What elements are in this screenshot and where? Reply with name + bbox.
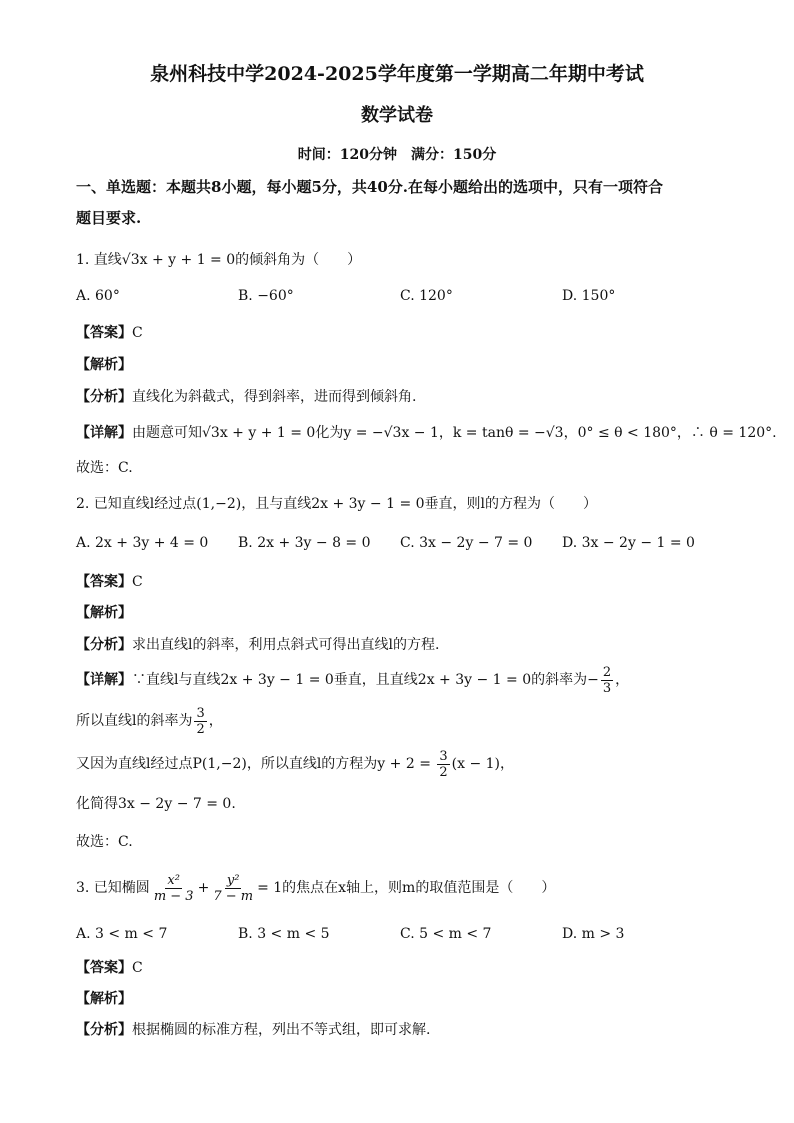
fraction-numerator: 3 [196,705,205,721]
fraction [437,749,449,780]
fenxi-text: 直线化为斜截式，得到斜率，进而得到倾斜角. [132,389,417,405]
q1-option-d: D. 150° [562,288,616,304]
fraction [211,873,255,904]
q1-choose: 故选：C. [76,460,133,476]
fraction-numerator: x² [167,872,180,888]
section-heading-line1: 一、单选题：本题共8小题，每小题5分，共40分.在每小题给出的选项中，只有一项符合 [76,178,663,196]
fenxi-tag: 【分析】 [76,1022,132,1038]
fraction-denominator: 7 − m [213,888,254,904]
fraction [601,665,613,696]
exam-subtitle: 数学试卷 [361,105,433,126]
q2-option-a: A. 2x + 3y + 4 = 0 [76,535,209,551]
analysis-tag: 【解析】 [76,991,132,1007]
fraction-denominator: m − 3 [153,888,194,904]
q1-fenxi [76,387,734,407]
xiangjie-text: 由题意可知√3x + y + 1 = 0化为y = −√3x − 1，k = tanθ = −√3，0° ≤ θ < 180°，∴ θ = 120°. [132,425,777,441]
fenxi-text: 根据椭圆的标准方程，列出不等式组，即可求解. [132,1022,431,1038]
q1-xiangjie [76,423,777,443]
q3-option-b: B. 3 < m < 5 [238,926,330,942]
q1-option-b: B. −60° [238,288,294,304]
fraction [194,706,206,737]
answer-value: C [132,325,143,341]
fenxi-tag: 【分析】 [76,637,132,653]
q1-answer [76,323,734,343]
xiangjie-tag: 【详解】 [76,425,132,441]
analysis-tag: 【解析】 [76,357,132,373]
q2-option-c: C. 3x − 2y − 7 = 0 [400,535,533,551]
q3-analysis-tag [76,989,734,1009]
fraction-denominator: 3 [602,680,612,696]
q3-fenxi [76,1020,734,1040]
q2-option-d: D. 3x − 2y − 1 = 0 [562,535,695,551]
q1-analysis-tag [76,355,734,375]
fraction-numerator: y² [226,872,240,888]
slope-text: 所以直线l的斜率为 [76,713,193,729]
slope-tail: ， [208,713,223,729]
q3-stem-text: 3. 已知椭圆 [76,880,150,896]
fraction-numerator: 3 [439,748,448,764]
q3-option-d: D. m > 3 [562,926,625,942]
fraction-numerator: 2 [602,664,612,680]
answer-tag: 【答案】 [76,574,132,590]
q2-analysis-tag [76,603,734,623]
fraction [152,873,196,904]
q2-answer [76,572,734,592]
q2-stem: 2. 已知直线l经过点(1,−2)，且与直线2x + 3y − 1 = 0垂直，则l的方程为（ ） [76,496,598,512]
answer-value: C [132,574,143,590]
fraction-denominator: 2 [439,764,448,780]
q1-option-c: C. 120° [400,288,453,304]
answer-value: C [132,960,143,976]
q2-xiangjie [76,664,734,696]
answer-tag: 【答案】 [76,325,132,341]
q3-stem-tail: = 1的焦点在x轴上，则m的取值范围是（ ） [257,880,556,896]
section-heading-line2: 题目要求. [76,209,142,227]
fraction-denominator: 2 [196,721,205,737]
plus-sign: + [197,880,210,896]
xiangjie-tail: ， [615,672,630,688]
q2-choose: 故选：C. [76,834,133,850]
equation-text: 又因为直线l经过点P(1,−2)，所以直线l的方程为y + 2 = [76,756,436,772]
xiangjie-text: ∵直线l与直线2x + 3y − 1 = 0垂直，且直线2x + 3y − 1 = 0的斜率为− [132,672,599,688]
q3-stem [76,870,734,906]
q2-option-b: B. 2x + 3y − 8 = 0 [238,535,371,551]
xiangjie-tag: 【详解】 [76,672,132,688]
exam-title: 泉州科技中学2024-2025学年度第一学期高二年期中考试 [150,63,644,85]
q3-option-a: A. 3 < m < 7 [76,926,168,942]
equation-tail: (x − 1)， [451,756,515,772]
q1-option-a: A. 60° [76,288,120,304]
q2-simplify: 化简得3x − 2y − 7 = 0. [76,796,236,812]
exam-meta: 时间：120分钟 满分：150分 [297,147,497,163]
q3-option-c: C. 5 < m < 7 [400,926,492,942]
q1-stem: 1. 直线√3x + y + 1 = 0的倾斜角为（ ） [76,252,362,268]
q2-fenxi [76,635,734,655]
analysis-tag: 【解析】 [76,605,132,621]
q2-slope [76,705,734,737]
fenxi-text: 求出直线l的斜率，利用点斜式可得出直线l的方程. [132,637,440,653]
q3-answer [76,958,734,978]
fenxi-tag: 【分析】 [76,389,132,405]
q2-equation [76,748,734,780]
answer-tag: 【答案】 [76,960,132,976]
